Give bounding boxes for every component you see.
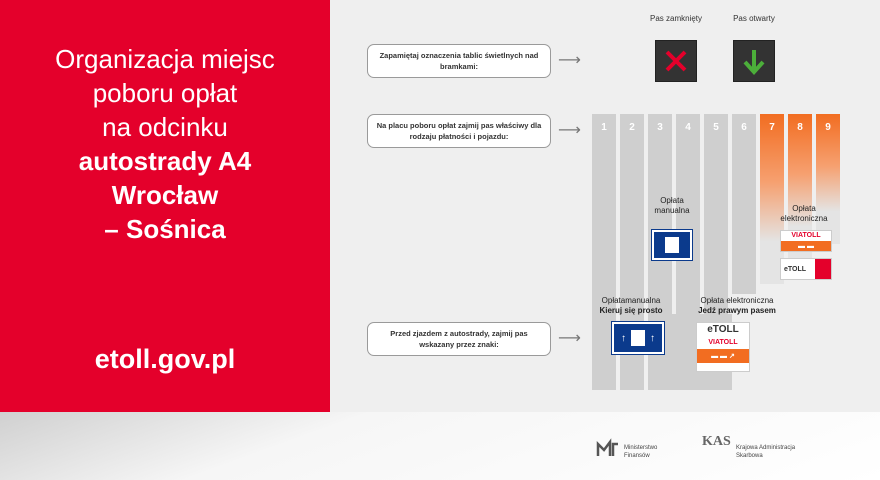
ministry-logo-icon bbox=[596, 438, 620, 458]
title-line: poboru opłat bbox=[92, 78, 238, 108]
lane bbox=[704, 114, 728, 314]
green-arrow-down-icon bbox=[734, 41, 774, 81]
title-line-bold: – Sośnica bbox=[104, 214, 226, 244]
arrow-right-icon: ⟶ bbox=[558, 120, 581, 139]
kas-name: Krajowa Administracja Skarbowa bbox=[736, 445, 796, 459]
manual-payment-sign bbox=[652, 230, 692, 260]
instruction-box-3: Przed zjazdem z autostrady, zajmij pas wskazany przez znaki: bbox=[367, 322, 551, 356]
closed-lane-label: Pas zamknięty bbox=[649, 14, 703, 23]
left-red-panel bbox=[0, 0, 330, 412]
bottom-manual-title: Opłatamanualna bbox=[601, 296, 661, 305]
website-link[interactable]: etoll.gov.pl bbox=[94, 344, 236, 374]
up-arrow-icon: ↑ bbox=[621, 332, 626, 344]
kas-logo-icon: KAS bbox=[702, 434, 731, 449]
manual-payment-label: Opłata manualna bbox=[654, 196, 690, 215]
electronic-direction-sign bbox=[696, 322, 750, 372]
arrow-right-icon: ⟶ bbox=[558, 50, 581, 69]
up-arrow-icon: ↑ bbox=[650, 332, 655, 344]
manual-direction-sign bbox=[612, 322, 664, 354]
bottom-manual-sub: Kieruj się prosto bbox=[599, 306, 663, 315]
vehicle-arrow-icons: ▬ ▬ ↗ bbox=[697, 349, 749, 363]
open-lane-label: Pas otwarty bbox=[733, 14, 775, 23]
red-x-icon bbox=[656, 41, 696, 81]
etoll-sign bbox=[780, 258, 832, 280]
electronic-lane bbox=[816, 114, 840, 244]
instruction-box-1: Zapamiętaj oznaczenia tablic świetlnych nad bramkami: bbox=[367, 44, 551, 78]
lane-number: 1 bbox=[601, 122, 607, 133]
instruction-box-2: Na placu poboru opłat zajmij pas właściwy dla rodzaju płatności i pojazdu: bbox=[367, 114, 551, 148]
etoll-logo: eTOLL bbox=[784, 265, 807, 273]
lane-number: 5 bbox=[713, 122, 719, 133]
ministry-name: Ministerstwo Finansów bbox=[624, 445, 658, 459]
open-lane-light bbox=[733, 40, 775, 82]
viatoll-logo: VIATOLL bbox=[708, 339, 738, 346]
lane bbox=[732, 114, 756, 294]
viatoll-sign bbox=[780, 230, 832, 252]
page-title bbox=[0, 42, 330, 246]
lane-number: 7 bbox=[769, 122, 775, 133]
toll-booth-icon bbox=[630, 329, 646, 347]
title-line: Organizacja miejsc bbox=[55, 44, 275, 74]
lane-number: 3 bbox=[657, 122, 663, 133]
electronic-payment-label: Opłata elektroniczna bbox=[780, 204, 828, 223]
bottom-electronic-sub: Jedź prawym pasem bbox=[698, 306, 776, 315]
title-line: na odcinku bbox=[102, 112, 228, 142]
toll-booth-icon bbox=[664, 236, 680, 254]
viatoll-logo: VIATOLL bbox=[791, 232, 821, 239]
lane-number: 6 bbox=[741, 122, 747, 133]
vehicle-icons: ▬ ▬ bbox=[781, 241, 831, 251]
closed-lane-light bbox=[655, 40, 697, 82]
title-line-bold: Wrocław bbox=[111, 180, 219, 210]
title-line-bold: autostrady A4 bbox=[78, 146, 252, 176]
etoll-logo: eTOLL bbox=[707, 324, 739, 335]
car-icon bbox=[815, 259, 831, 279]
arrow-right-icon: ⟶ bbox=[558, 328, 581, 347]
bottom-electronic-title: Opłata elektroniczna bbox=[700, 296, 774, 305]
lane-number: 4 bbox=[685, 122, 691, 133]
lane-number: 2 bbox=[629, 122, 635, 133]
lane-number: 9 bbox=[825, 122, 831, 133]
lane-number: 8 bbox=[797, 122, 803, 133]
